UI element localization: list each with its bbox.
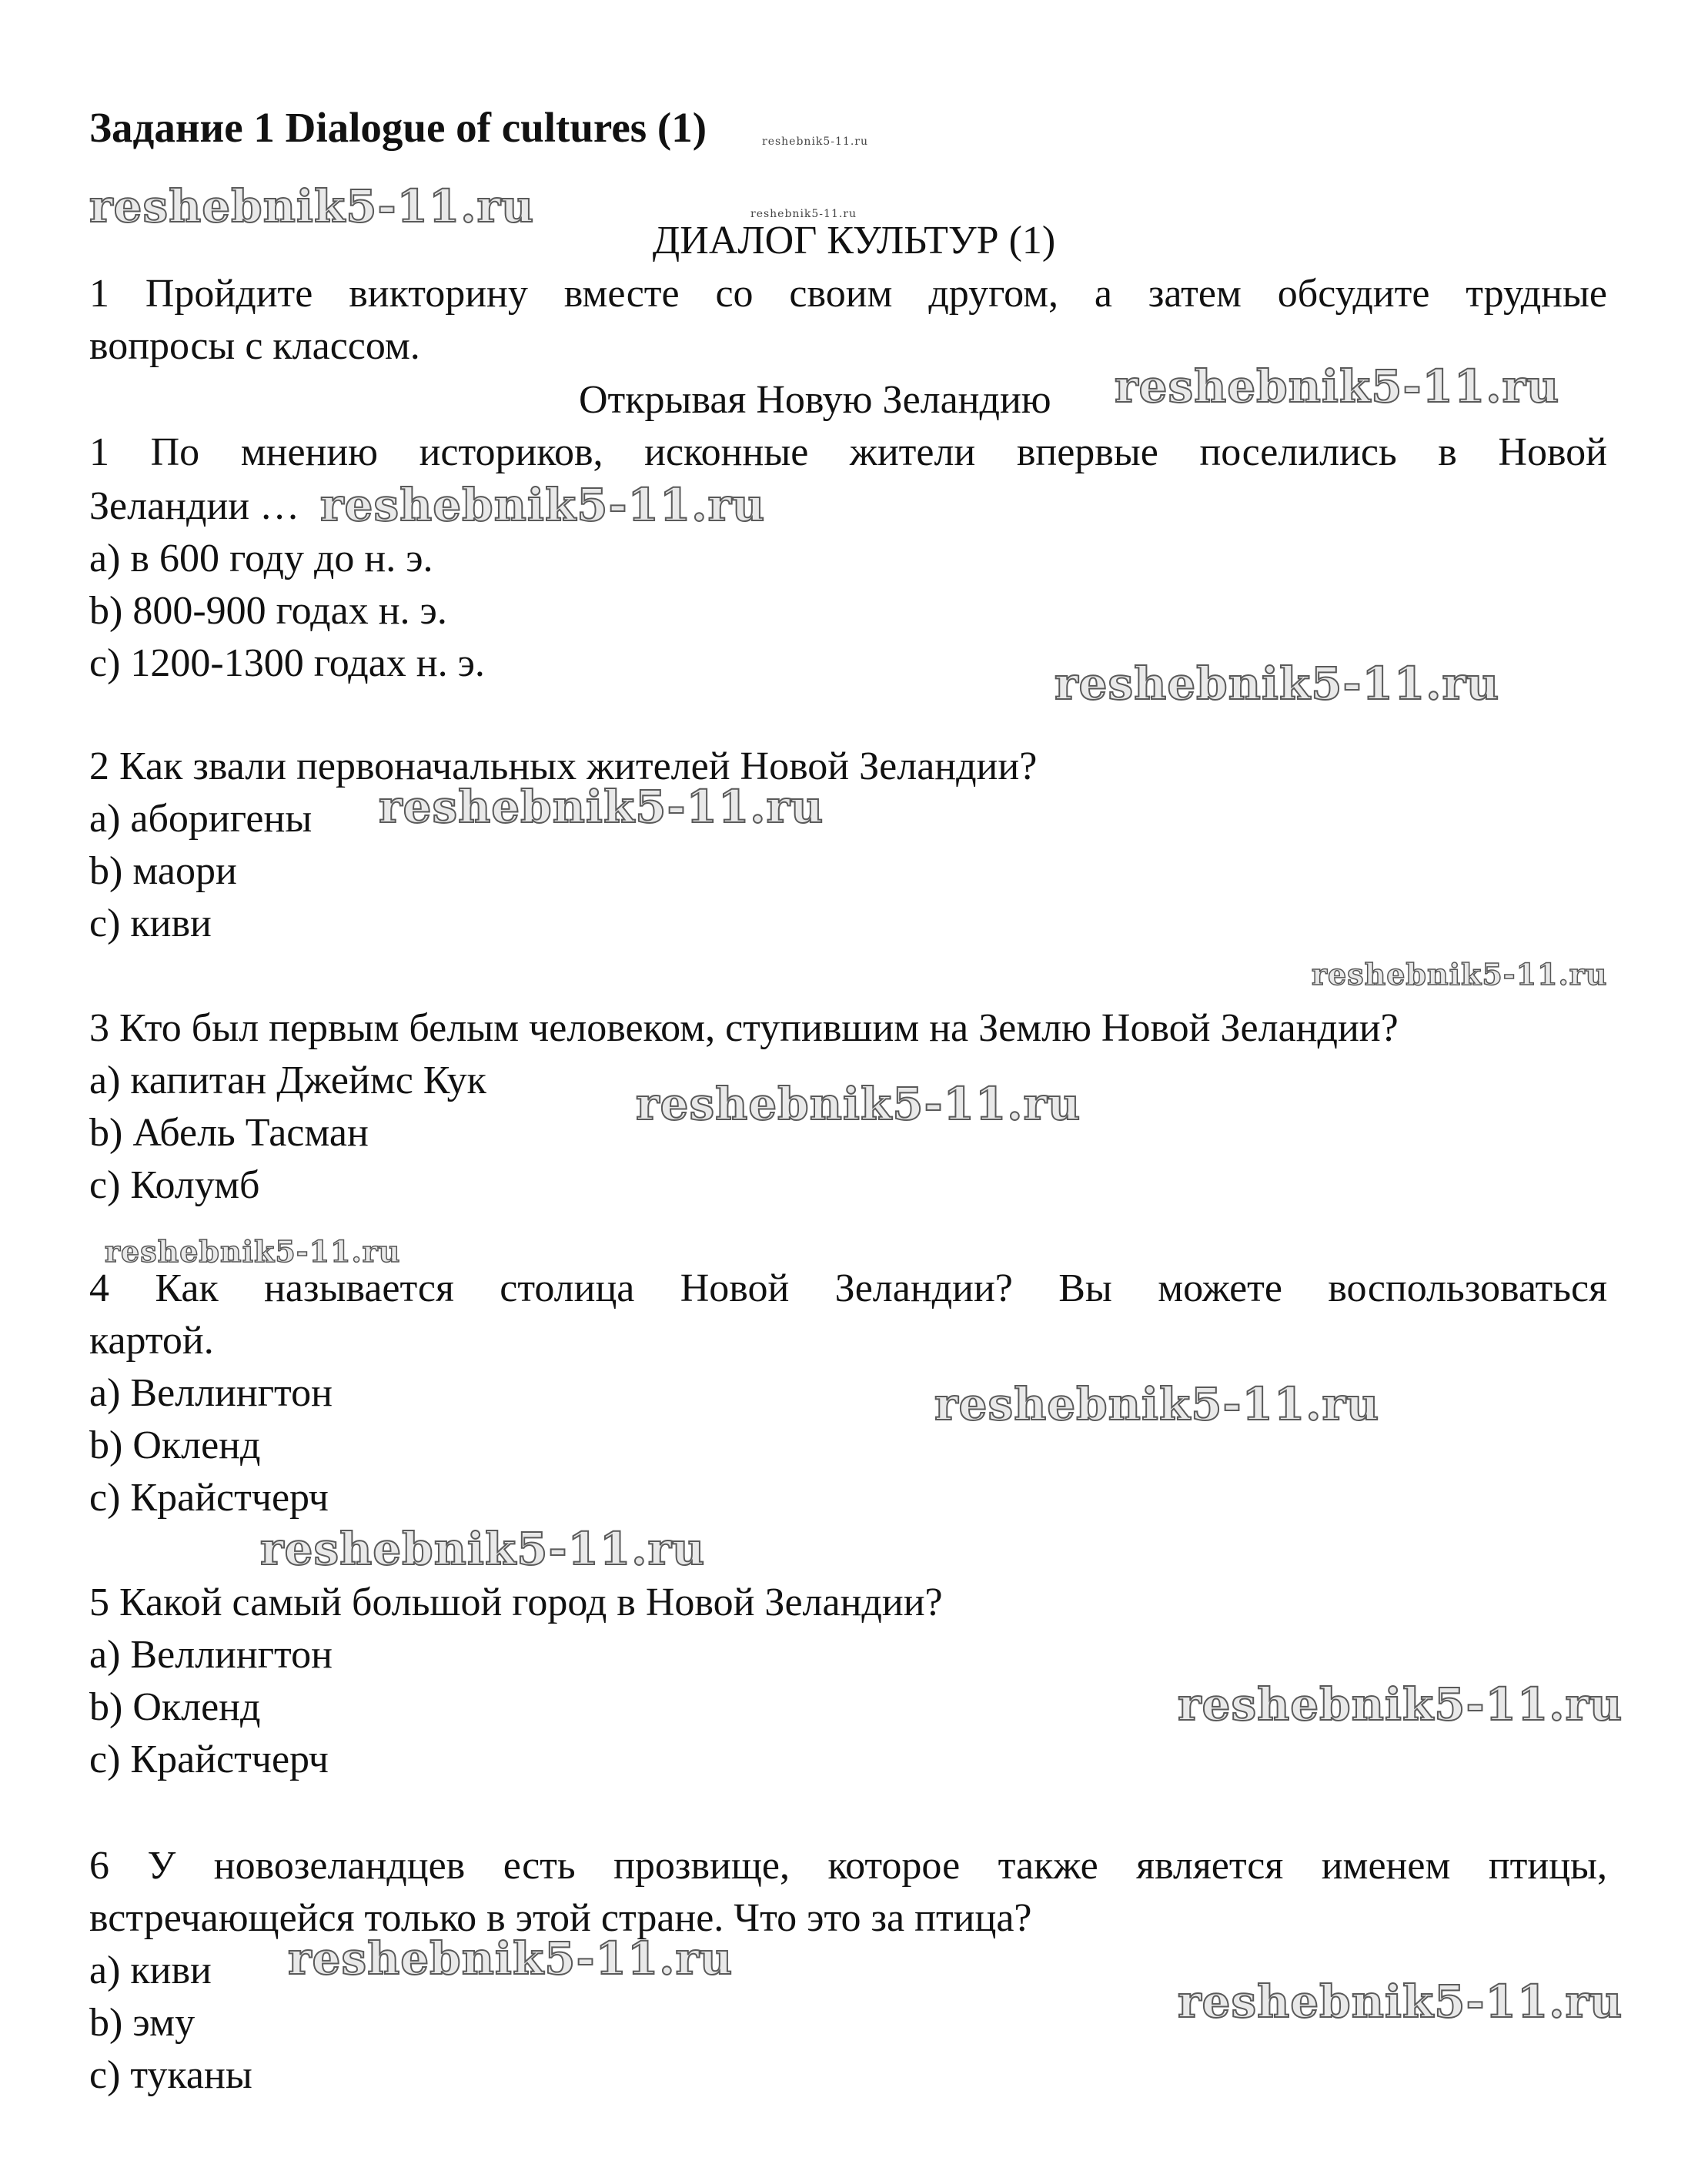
q4-option-b: b) Окленд (89, 1423, 261, 1467)
watermark-q4-bottom: reshebnik5-11.ru (260, 1523, 706, 1575)
watermark-q6-right: reshebnik5-11.ru (1178, 1975, 1623, 2028)
watermark-q1: reshebnik5-11.ru (320, 479, 766, 531)
q6-option-c: c) туканы (89, 2053, 252, 2097)
q1-option-c: c) 1200-1300 годах н. э. (89, 641, 485, 685)
watermark-q4-top: reshebnik5-11.ru (105, 1234, 401, 1269)
q4-line-1: 4 Как называется столица Новой Зеландии? Вы можете воспользоваться (89, 1266, 1607, 1310)
q2-option-a: a) аборигены (89, 797, 313, 841)
q6-option-b: b) эму (89, 2001, 196, 2045)
watermark-quiz-title: reshebnik5-11.ru (1115, 360, 1560, 413)
watermark-q2: reshebnik5-11.ru (379, 781, 824, 833)
task-title: Задание 1 Dialogue of cultures (1) (89, 104, 707, 151)
q2-option-c: c) киви (89, 902, 212, 945)
q3-line-1: 3 Кто был первым белым человеком, ступившим на Землю Новой Зеландии? (89, 1006, 1399, 1050)
q5-option-a: a) Веллингтон (89, 1633, 333, 1677)
q5-option-c: c) Крайстчерч (89, 1738, 329, 1781)
watermark-tiny-title: reshebnik5-11.ru (750, 208, 857, 220)
q6-line-2: встречающейся только в этой стране. Что это за птица? (89, 1896, 1032, 1940)
section-title: ДИАЛОГ КУЛЬТУР (1) (652, 219, 1056, 263)
instruction-line-1: 1 Пройдите викторину вместе со своим другом, а затем обсудите трудные (89, 272, 1607, 316)
q3-option-c: c) Колумб (89, 1163, 260, 1207)
q3-option-b: b) Абель Тасман (89, 1111, 369, 1155)
watermark-q2-right: reshebnik5-11.ru (1312, 957, 1608, 992)
q5-option-b: b) Окленд (89, 1685, 261, 1729)
watermark-q4: reshebnik5-11.ru (934, 1378, 1380, 1430)
watermark-q1-right: reshebnik5-11.ru (1055, 657, 1500, 710)
q1-option-b: b) 800-900 годах н. э. (89, 589, 447, 633)
q2-line-1: 2 Как звали первоначальных жителей Новой Зеландии? (89, 744, 1038, 788)
q3-option-a: a) капитан Джеймс Кук (89, 1059, 486, 1102)
q1-line-1: 1 По мнению историков, исконные жители впервые поселились в Новой (89, 430, 1607, 474)
quiz-title: Открывая Новую Зеландию (579, 378, 1051, 422)
watermark-q6: reshebnik5-11.ru (288, 1932, 734, 1985)
q1-line-2: Зеландии … (89, 484, 300, 528)
watermark-q3: reshebnik5-11.ru (636, 1078, 1081, 1130)
q6-line-1: 6 У новозеландцев есть прозвище, которое также является именем птицы, (89, 1844, 1607, 1888)
instruction-line-2: вопросы с классом. (89, 324, 420, 368)
watermark-tiny-header: reshebnik5-11.ru (762, 135, 869, 148)
q5-line-1: 5 Какой самый большой город в Новой Зеландии? (89, 1581, 943, 1624)
watermark-q5: reshebnik5-11.ru (1178, 1678, 1623, 1731)
q4-option-a: a) Веллингтон (89, 1371, 333, 1415)
watermark-top-left: reshebnik5-11.ru (89, 180, 535, 232)
q4-line-2: картой. (89, 1319, 214, 1363)
q2-option-b: b) маори (89, 849, 237, 893)
q6-option-a: a) киви (89, 1949, 212, 1992)
q4-option-c: c) Крайстчерч (89, 1476, 329, 1520)
q1-option-a: a) в 600 году до н. э. (89, 537, 433, 580)
